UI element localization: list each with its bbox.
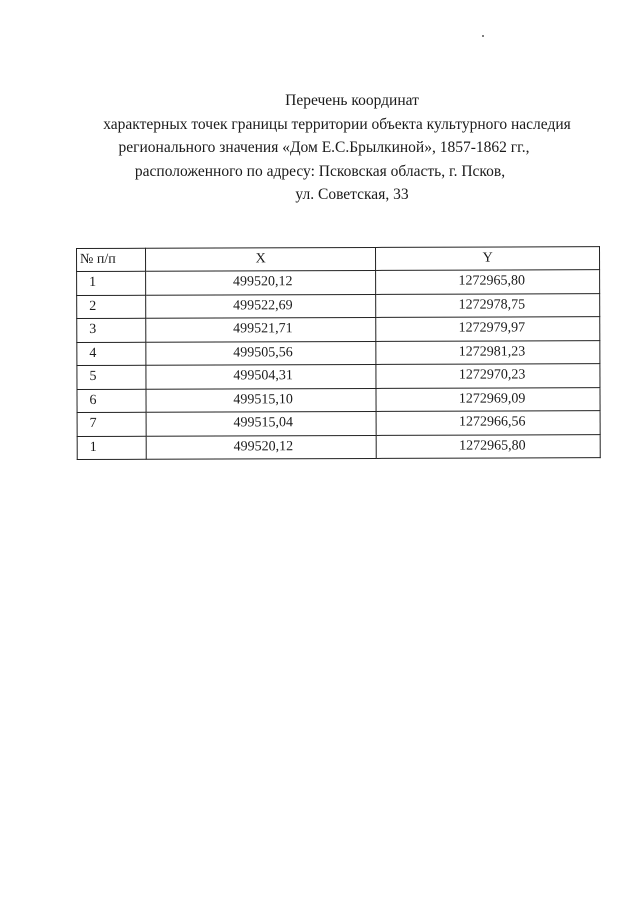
cell-x (146, 270, 376, 294)
cell-x (146, 317, 376, 341)
table-row (77, 340, 600, 365)
table-row (77, 387, 600, 412)
cell-y (376, 364, 600, 388)
cell-y-value: 1272969,09 (458, 391, 526, 407)
cell-number: 5 (77, 365, 146, 389)
cell-number: 1 (77, 271, 146, 295)
cell-x-value: 499505,56 (233, 344, 293, 361)
cell-x (146, 388, 376, 412)
cell-y-value: 1272981,23 (458, 344, 526, 360)
cell-y-value: 1272965,80 (459, 438, 526, 454)
cell-x (146, 411, 376, 435)
table-row (77, 317, 600, 342)
cell-y (376, 317, 600, 341)
cell-number: 7 (77, 412, 146, 436)
table-row (77, 364, 600, 389)
document-heading (40, 89, 600, 207)
cell-x-value: 499520,12 (232, 274, 293, 290)
heading-line-1: Перечень координат (285, 92, 419, 109)
cell-y (376, 340, 600, 364)
cell-x-value: 499504,31 (233, 368, 293, 384)
cell-y (376, 270, 600, 294)
cell-x-value: 499521,71 (233, 321, 293, 337)
cell-x-value: 499522,69 (233, 297, 293, 314)
cell-number: 2 (77, 295, 146, 319)
header-number: № п/п (77, 248, 146, 271)
header-y: Y (376, 247, 600, 271)
table-row (77, 434, 600, 459)
heading-line-4: расположенного по адресу: Псковская область, г. Псков, (134, 162, 506, 180)
cell-x (146, 364, 376, 388)
cell-y (376, 293, 600, 317)
cell-x-value: 499520,12 (233, 438, 294, 455)
cell-x (146, 341, 376, 365)
scan-speck (482, 35, 484, 37)
cell-x-value: 499515,10 (233, 391, 293, 408)
table-row (77, 270, 600, 295)
cell-number: 1 (77, 436, 146, 460)
cell-y (376, 411, 600, 435)
heading-line-3: регионального значения «Дом Е.С.Брылкиной», 1857-1862 гг., (118, 139, 530, 156)
table-header-row (77, 247, 600, 272)
cell-y (376, 387, 600, 411)
cell-number: 6 (77, 389, 146, 413)
header-x: X (146, 247, 376, 271)
cell-number: 3 (77, 318, 146, 342)
cell-y-value: 1272970,23 (458, 367, 526, 383)
coordinates-table (76, 246, 601, 460)
cell-y-value: 1272978,75 (458, 297, 526, 313)
cell-y (376, 434, 600, 458)
cell-x (146, 435, 376, 459)
cell-x (146, 294, 376, 318)
cell-y-value: 1272966,56 (458, 414, 526, 430)
table-row (77, 293, 600, 318)
cell-y-value: 1272979,97 (458, 320, 526, 336)
cell-y-value: 1272965,80 (458, 273, 526, 289)
cell-number: 4 (77, 342, 146, 366)
cell-x-value: 499515,04 (233, 415, 294, 431)
table-row (77, 411, 600, 436)
heading-line-5: ул. Советская, 33 (295, 186, 409, 203)
heading-line-2: характерных точек границы территории объекта культурного наследия (103, 115, 571, 133)
